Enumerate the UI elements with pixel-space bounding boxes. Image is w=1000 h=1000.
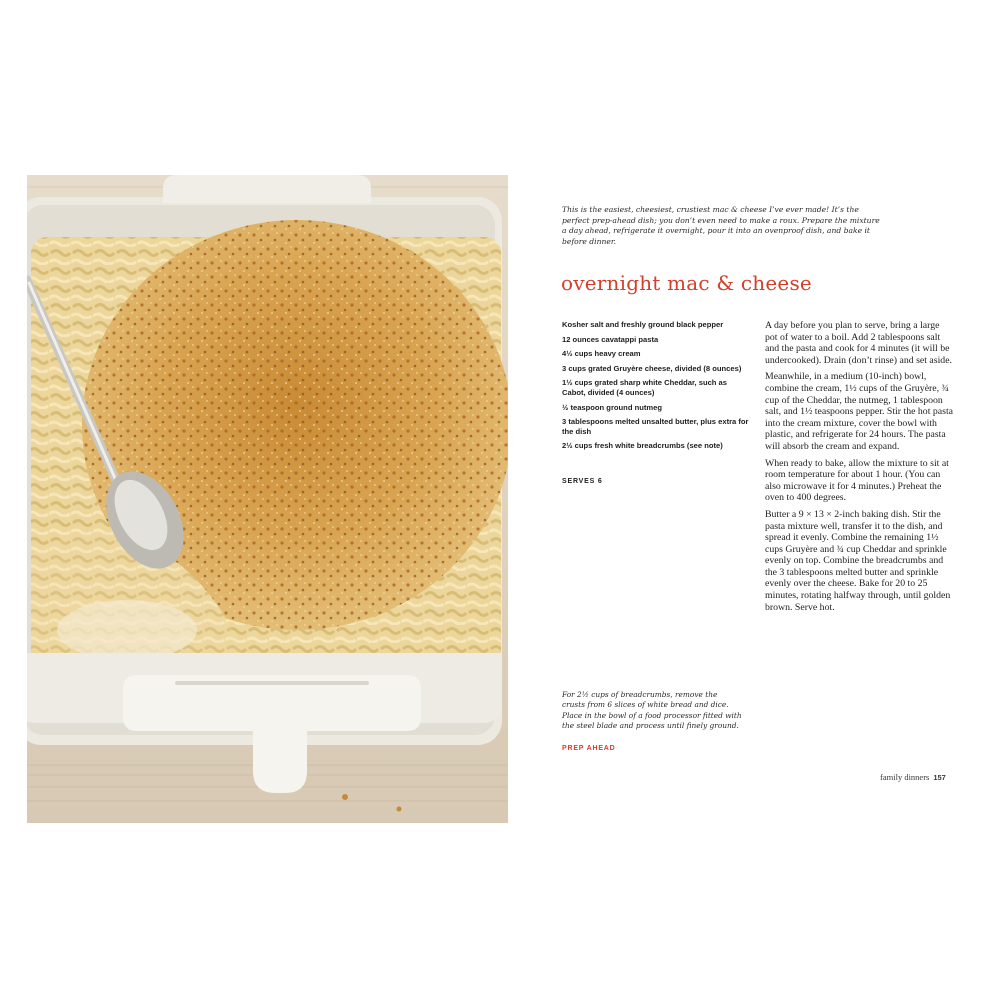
ingredient-item: 12 ounces cavatappi pasta — [562, 334, 659, 344]
recipe-title: overnight mac & cheese — [561, 271, 812, 295]
method-step: A day before you plan to serve, bring a large pot of water to a boil. Add 2 tablespoons salt and the pasta and cook for 4 minutes (it will be undercooked). Drain (don’t rinse) and set aside. — [765, 320, 952, 366]
page-number: 157 — [933, 773, 946, 782]
serves-label: SERVES 6 — [562, 478, 603, 485]
ingredient-item: ½ teaspoon ground nutmeg — [562, 402, 662, 412]
ingredient-item: Kosher salt and freshly ground black pepper — [562, 320, 724, 329]
recipe-photo — [27, 175, 508, 823]
method-step: Meanwhile, in a medium (10-inch) bowl, combine the cream, 1½ cups of the Gruyère, ¾ cup of the Cheddar, the nutmeg, 1 tablespoon salt, and 1½ teaspoons pepper. Stir the hot pasta into the cream mixture, cover the bowl with plastic, and refrigerate for 24 hours. The pasta will absorb the cream and expand. — [765, 371, 954, 452]
ingredient-item: 1½ cups grated sharp white Cheddar, such as Cabot, divided (4 ounces) — [562, 378, 728, 397]
method-step: Butter a 9 × 13 × 2-inch baking dish. Stir the pasta mixture well, transfer it to the dish, and spread it evenly. Combine the remaining 1½ cups Gruyère and ¾ cup Cheddar and sprinkle evenly on top. Combine the breadcrumbs and the 3 tablespoons melted butter and sprinkle evenly over the cheese. Bake for 20 to 25 minutes, rotating halfway through, until golden brown. Serve hot. — [765, 508, 951, 613]
breadcrumb-note: For 2½ cups of breadcrumbs, remove the crusts from 6 slices of white bread and dice. Place in the bowl of a food processor fitted with the steel blade and process until finely ground. — [562, 690, 742, 730]
ingredient-item: 3 tablespoons melted unsalted butter, plus extra for the dish — [562, 417, 749, 436]
ingredient-item: 2½ cups fresh white breadcrumbs (see note) — [562, 441, 723, 451]
page-footer — [880, 772, 946, 782]
prep-ahead-label: PREP AHEAD — [562, 745, 616, 752]
ingredient-item: 3 cups grated Gruyère cheese, divided (8 ounces) — [562, 363, 742, 373]
recipe-intro: This is the easiest, cheesiest, crustiest mac & cheese I’ve ever made! It’s the perfect prep-ahead dish; you don’t even need to make a roux. Prepare the mixture a day ahead, refrigerate it overnight, pour it into an ovenproof dish, and bake it before dinner. — [562, 205, 880, 246]
ingredients-list — [562, 320, 752, 456]
ingredient-item: 4½ cups heavy cream — [562, 349, 641, 359]
section-name: family dinners — [880, 772, 930, 782]
method-steps — [765, 320, 953, 618]
method-step: When ready to bake, allow the mixture to sit at room temperature for about 1 hour. (You can also microwave it for 4 minutes.) Preheat the oven to 400 degrees. — [765, 457, 949, 504]
